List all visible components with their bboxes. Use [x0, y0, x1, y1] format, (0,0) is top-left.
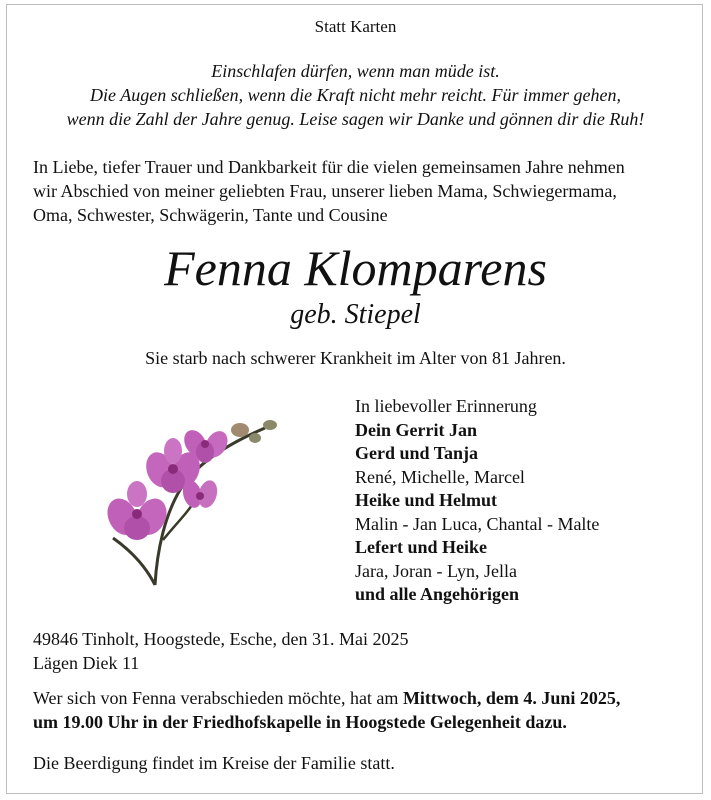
intro-line: wir Abschied von meiner geliebten Frau, unserer lieben Mama, Schwiegermama, — [33, 181, 617, 201]
mourner-line: Heike und Helmut — [355, 490, 498, 510]
poem — [0, 59, 711, 131]
mourner-line: Gerd und Tanja — [355, 443, 479, 463]
poem-line: Die Augen schließen, wenn die Kraft nicht mehr reicht. Für immer gehen, — [90, 85, 621, 105]
street-address: Lägen Diek 11 — [33, 653, 140, 673]
header-text: Statt Karten — [314, 17, 397, 36]
burial-note: Die Beerdigung findet im Kreise der Familie statt. — [33, 753, 395, 773]
mourner-line: René, Michelle, Marcel — [355, 466, 525, 487]
mourner-line: und alle Angehörigen — [355, 584, 520, 604]
poem-line: Einschlafen dürfen, wenn man müde ist. — [211, 61, 500, 81]
farewell-text — [33, 686, 693, 734]
farewell-date: Mittwoch, dem 4. Juni 2025, — [402, 688, 621, 708]
deceased-name: Fenna Klomparens — [164, 240, 547, 296]
intro-line: Oma, Schwester, Schwägerin, Tante und Cousine — [33, 205, 388, 225]
orchid-image — [95, 410, 290, 595]
mourner-line: Dein Gerrit Jan — [355, 419, 477, 440]
place-date: 49846 Tinholt, Hoogstede, Esche, den 31. Mai 2025 — [33, 629, 409, 649]
intro-line: In Liebe, tiefer Trauer und Dankbarkeit für die vielen gemeinsamen Jahre nehmen — [33, 157, 625, 177]
mourner-line: Lefert und Heike — [355, 537, 487, 557]
poem-line: wenn die Zahl der Jahre genug. Leise sagen wir Danke und gönnen dir die Ruh! — [66, 109, 645, 129]
mourner-line: In liebevoller Erinnerung — [355, 396, 537, 416]
mourner-line: Malin - Jan Luca, Chantal - Malte — [355, 513, 600, 534]
address-block — [33, 627, 683, 675]
mourners-list — [355, 395, 695, 607]
farewell-line-2: um 19.00 Uhr in der Friedhofskapelle in Hoogstede Gelegenheit dazu. — [33, 712, 567, 732]
farewell-prefix: Wer sich von Fenna verabschieden möchte, hat am — [33, 688, 403, 708]
mourner-line: Jara, Joran - Lyn, Jella — [355, 560, 517, 581]
maiden-name: geb. Stiepel — [290, 299, 421, 330]
death-note: Sie starb nach schwerer Krankheit im Alter von 81 Jahren. — [145, 348, 566, 368]
intro-text — [33, 155, 683, 227]
farewell-line-1 — [33, 686, 693, 710]
